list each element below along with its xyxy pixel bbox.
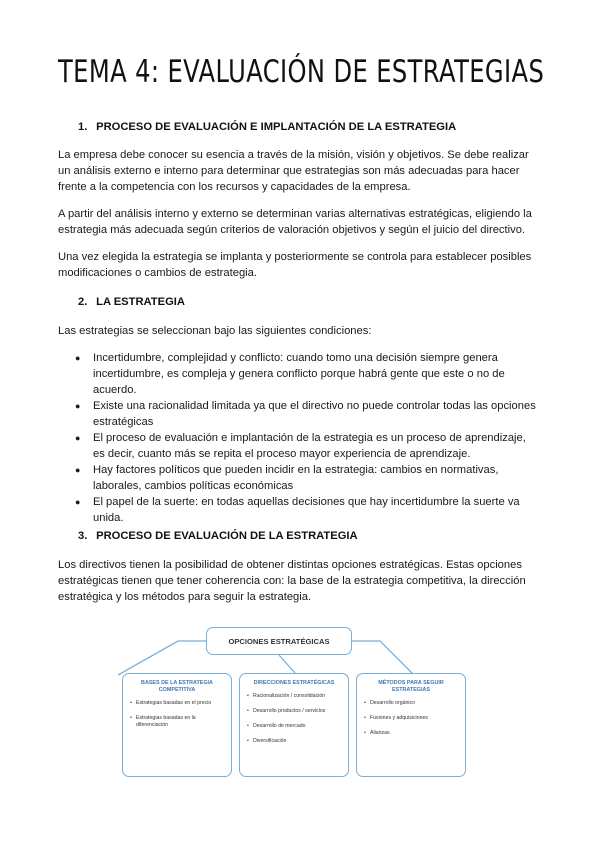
paragraph: Los directivos tienen la posibilidad de obtener distintas opciones estratégicas. Estas opciones estratégicas tienen que tener coherencia con: la base de la estrategia competitiva, la dirección estratégica y los métodos para seguir la estrategia.	[58, 559, 526, 603]
column-title: MÉTODOS PARA SEGUIR ESTRATEGIAS	[378, 680, 444, 693]
diagram-column-methods	[356, 673, 466, 777]
bullet-icon: ●	[75, 433, 81, 443]
column-item: • Fusiones y adquisiciones	[364, 715, 458, 722]
list-item: ● Hay factores políticos que pueden incidir en la estrategia: cambios en normativas, laborales, cambios políticas económicas	[75, 464, 499, 492]
bullet-icon: ●	[75, 497, 81, 507]
column-item: • Desarrollo productos / servicios	[247, 708, 341, 715]
column-item: • Desarrollo orgánico	[364, 700, 458, 707]
connector-left	[118, 641, 206, 675]
column-item: • Desarrollo de mercado	[247, 723, 341, 730]
column-item: • Estrategias basadas en el precio	[130, 700, 224, 707]
section-heading-3	[78, 530, 358, 542]
section-number: 1.	[78, 121, 88, 133]
section-heading-1	[78, 121, 456, 133]
paragraph: A partir del análisis interno y externo se determinan varias alternativas estratégicas, eligiendo la estrategia más adecuada según criterios de valoración objetivos y según el juicio del directivo.	[58, 208, 532, 236]
column-item: • Diversificación	[247, 738, 341, 745]
paragraph: Una vez elegida la estrategia se implanta y posteriormente se controla para establecer posibles modificaciones o cambios de estrategia.	[58, 251, 532, 279]
paragraph: Las estrategias se seleccionan bajo las siguientes condiciones:	[58, 325, 372, 337]
paragraph: La empresa debe conocer su esencia a través de la misión, visión y objetivos. Se debe realizar un análisis externo e interno para determinar que estrategias son más adecuadas para hacer frente a la competencia con los recursos y capacidades de la empresa.	[58, 149, 529, 193]
bullet-icon: ●	[75, 353, 81, 363]
diagram-root-label: OPCIONES ESTRATÉGICAS	[228, 636, 330, 646]
connector-middle	[279, 655, 295, 673]
list-item: ● Incertidumbre, complejidad y conflicto: cuando tomo una decisión siempre genera incertidumbre, es compleja y genera conflicto porque habrá gente que este o no de acuerdo.	[75, 352, 505, 396]
column-item: • Alianzas	[364, 730, 458, 737]
list-item: ● El papel de la suerte: en todas aquellas decisiones que hay incertidumbre la suerte va unida.	[75, 496, 520, 524]
section-number: 2.	[78, 296, 88, 308]
section-heading-2	[78, 296, 185, 308]
section-title: PROCESO DE EVALUACIÓN DE LA ESTRATEGIA	[96, 530, 358, 542]
list-item: ● El proceso de evaluación e implantación de la estrategia es un proceso de aprendizaje, es decir, cuanto más se repita el proceso mayor experiencia de aprendizaje.	[75, 432, 526, 460]
column-title: DIRECCIONES ESTRATÉGICAS	[253, 680, 335, 686]
bullet-icon: ●	[75, 465, 81, 475]
section-title: LA ESTRATEGIA	[96, 296, 185, 308]
list-item: ● Existe una racionalidad limitada ya que el directivo no puede controlar todas las opciones estratégicas	[75, 400, 536, 428]
conditions-list	[58, 350, 538, 526]
section-title: PROCESO DE EVALUACIÓN E IMPLANTACIÓN DE LA ESTRATEGIA	[96, 121, 457, 133]
diagram-root-box	[206, 627, 352, 655]
diagram-column-strategic-directions	[239, 673, 349, 777]
column-title: BASES DE LA ESTRATEGIA COMPETITIVA	[141, 680, 213, 693]
connector-right	[352, 641, 414, 675]
diagram-column-competitive-bases	[122, 673, 232, 777]
bullet-icon: ●	[75, 401, 81, 411]
page-title: TEMA 4: EVALUACIÓN DE ESTRATEGIAS	[58, 54, 545, 90]
strategic-options-diagram	[118, 625, 480, 785]
column-item: • Estrategias basadas en la diferenciación	[130, 715, 224, 729]
section-number: 3.	[78, 530, 88, 542]
column-item: • Racionalización / consolidación	[247, 693, 341, 700]
